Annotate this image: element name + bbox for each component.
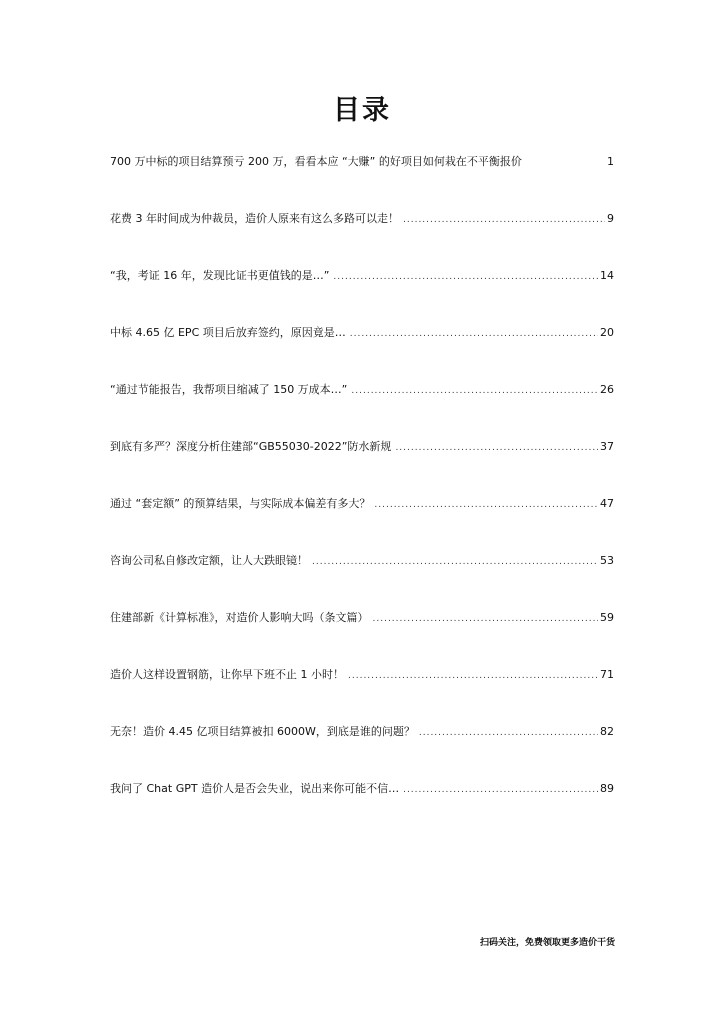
page-title: 目录 [333,95,391,126]
toc-entry-page: 1 [607,155,614,168]
dot-leader [374,495,598,515]
dot-leader [348,666,598,686]
toc-entry[interactable] [110,152,614,209]
toc-entry-page: 82 [600,725,614,738]
toc-entry[interactable] [110,722,614,779]
footer-promo-text: 扫码关注，免费领取更多造价干货 [479,938,615,948]
dot-leader [312,552,598,572]
toc-entry[interactable] [110,323,614,380]
toc-entry[interactable] [110,779,614,836]
toc-entry-page: 14 [600,269,614,282]
toc-entry-title: 咨询公司私自修改定额，让人大跌眼镜！ [110,554,308,567]
toc-entry-page: 59 [600,611,614,624]
dot-leader [403,780,598,800]
toc-entry-title: 700 万中标的项目结算预亏 200 万，看看本应 “大赚” 的好项目如何栽在不平衡报价 [110,155,522,168]
dot-leader [403,210,605,230]
toc-entry-page: 53 [600,554,614,567]
toc-entry[interactable] [110,494,614,551]
toc-entry-title: 通过 “套定额” 的预算结果，与实际成本偏差有多大？ [110,497,371,510]
toc-entry[interactable] [110,608,614,665]
toc-entry-title: 无奈！造价 4.45 亿项目结算被扣 6000W，到底是谁的问题？ [110,725,415,738]
toc-entry-title: 住建部新《计算标准》，对造价人影响大吗（条文篇） [110,611,369,624]
toc-entry-title: 花费 3 年时间成为仲裁员，造价人原来有这么多路可以走！ [110,212,399,225]
toc-entry-title: 到底有多严？深度分析住建部“GB55030-2022”防水新规 [110,440,392,453]
dot-leader [395,438,598,458]
toc-entry[interactable] [110,437,614,494]
toc-entry-title: “我，考证 16 年，发现比证书更值钱的是…” [110,269,330,282]
toc-entry[interactable] [110,209,614,266]
toc-entry-page: 26 [600,383,614,396]
toc-entry-page: 37 [600,440,614,453]
toc-entry-title: “通过节能报告，我帮项目缩减了 150 万成本…” [110,383,348,396]
toc-entry-title: 我问了 Chat GPT 造价人是否会失业，说出来你可能不信… [110,782,400,795]
toc-entry[interactable] [110,380,614,437]
toc-entry-title: 中标 4.65 亿 EPC 项目后放弃签约，原因竟是… [110,326,346,339]
toc-entry[interactable] [110,665,614,722]
toc-entry-page: 71 [600,668,614,681]
toc-entry[interactable] [110,551,614,608]
toc-entry-page: 89 [600,782,614,795]
dot-leader [351,381,598,401]
dot-leader [419,723,598,743]
table-of-contents [110,152,614,836]
dot-leader [373,609,599,629]
toc-entry-page: 47 [600,497,614,510]
toc-entry-page: 20 [600,326,614,339]
toc-entry-title: 造价人这样设置钢筋，让你早下班不止 1 小时！ [110,668,344,681]
dot-leader [333,267,598,287]
dot-leader [350,324,598,344]
toc-entry-page: 9 [607,212,614,225]
toc-entry[interactable] [110,266,614,323]
